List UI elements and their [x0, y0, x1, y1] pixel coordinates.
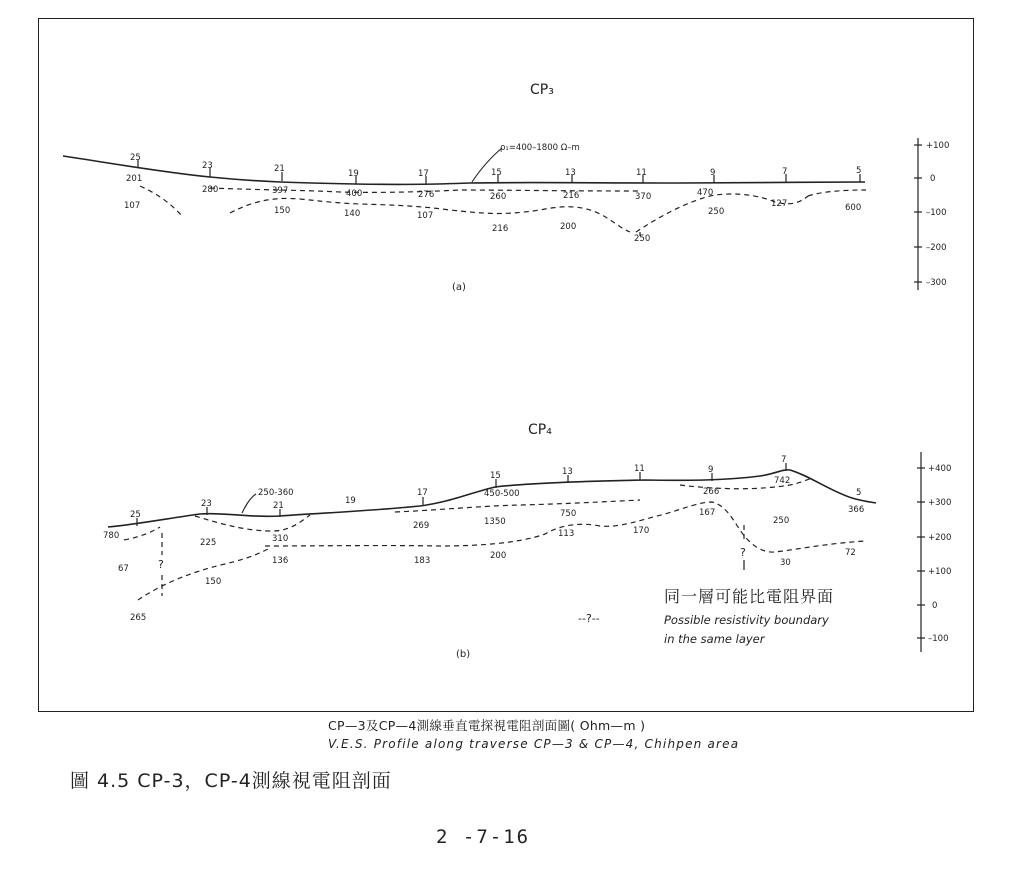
- panel-b-boundary-1: [195, 515, 310, 531]
- panel-a-lower-value: 216: [492, 224, 509, 234]
- panel-a-upper-value: 201: [126, 174, 143, 184]
- panel-a-surface-line: [63, 156, 865, 184]
- panel-b-station-label: 7: [781, 455, 787, 465]
- panel-b-boundary-2: [395, 500, 640, 512]
- panel-a-station-label: 9: [710, 168, 716, 178]
- panel-a-lower-value: 250: [708, 207, 725, 217]
- panel-b-boundary-6: [124, 527, 160, 540]
- panel-a-lower-value: 107: [124, 201, 141, 211]
- panel-b-value: 170: [633, 526, 650, 536]
- panel-b-value: 30: [780, 558, 791, 568]
- panel-a-station-label: 11: [636, 168, 647, 178]
- figure-caption-english: V.E.S. Profile along traverse CP—3 & CP—4, Chihpen area: [328, 737, 740, 751]
- panel-a-sublabel: (a): [452, 282, 466, 293]
- panel-b-value: 265: [130, 613, 147, 623]
- panel-a-rho-annotation: ρ₁=400–1800 Ω–m: [500, 143, 580, 153]
- legend-symbol: --?--: [578, 612, 600, 625]
- panel-a-lower-value: 250: [634, 234, 651, 244]
- panel-b-annotation-leader: [242, 494, 256, 513]
- panel-b-station-label: 15: [490, 471, 501, 481]
- panel-b-value: 780: [103, 531, 120, 541]
- panel-b-station-label: 23: [201, 499, 212, 509]
- panel-b-value: 750: [560, 509, 577, 519]
- panel-a-station-label: 21: [274, 164, 285, 174]
- panel-b-question-mark: ?: [158, 558, 164, 571]
- panel-b-value: 742: [774, 476, 791, 486]
- panel-a-upper-value: 280: [202, 185, 219, 195]
- panel-b-value: 183: [414, 556, 431, 566]
- panel-a-lower-value: 200: [560, 222, 577, 232]
- panel-b-value: 366: [848, 505, 865, 515]
- panel-a-upper-value: 370: [635, 192, 652, 202]
- panel-b-station-label: 13: [562, 467, 573, 477]
- panel-a-station-label: 23: [202, 161, 213, 171]
- panel-a-lower-value: 107: [417, 211, 434, 221]
- panel-b-scale-label: +100: [928, 567, 952, 577]
- panel-b-scale-label: +400: [928, 464, 952, 474]
- panel-a-lower-value: 600: [845, 203, 862, 213]
- figure-caption-chinese: CP—3及CP—4測線垂直電探視電阻剖面圖( Ohm—m ): [328, 718, 646, 733]
- panel-b-value: 72: [845, 548, 856, 558]
- panel-b-station-label: 11: [634, 464, 645, 474]
- panel-a-lower-value: 140: [344, 209, 361, 219]
- legend-chinese: 同一層可能比電阻界面: [664, 587, 835, 606]
- figure-label: 圖 4.5 CP-3，CP-4測線視電阻剖面: [70, 770, 392, 792]
- panel-a-station-label: 15: [491, 168, 502, 178]
- panel-a-scale-label: –300: [926, 278, 947, 288]
- panel-b-scale-label: +300: [928, 498, 952, 508]
- panel-b-value: 250-360: [258, 488, 294, 498]
- panel-b-value: 167: [699, 508, 716, 518]
- legend-english-line1: Possible resistivity boundary: [664, 613, 829, 627]
- panel-b-station-label: 17: [417, 488, 428, 498]
- panel-a-scale-label: –100: [926, 208, 947, 218]
- panel-b-value: 136: [272, 556, 289, 566]
- panel-b-elevation-scale: [917, 452, 925, 652]
- panel-b-value: 150: [205, 577, 222, 587]
- panel-b-question-mark: ?: [740, 546, 746, 559]
- panel-a-station-label: 19: [348, 169, 359, 179]
- page-number: 2 -7-16: [436, 826, 531, 848]
- panel-b-value: 113: [558, 529, 575, 539]
- panel-a-title: CP₃: [530, 82, 554, 98]
- panel-b-scale-label: 0: [932, 601, 938, 611]
- panel-a-upper-value: 470: [697, 188, 714, 198]
- panel-a-upper-value: 216: [563, 191, 580, 201]
- panel-b-scale-label: +200: [928, 533, 952, 543]
- panel-a-boundary-1: [140, 186, 182, 216]
- panel-a-station-label: 17: [418, 169, 429, 179]
- panel-a-elevation-scale: [914, 138, 922, 290]
- panel-a-station-label: 25: [130, 153, 141, 163]
- panel-a-station-label: 7: [782, 167, 788, 177]
- panel-b-value: 310: [272, 534, 289, 544]
- panel-a-scale-label: +100: [926, 141, 950, 151]
- panel-b-value: 200: [490, 551, 507, 561]
- panel-b-scale-label: –100: [928, 634, 949, 644]
- panel-b-value: 1350: [484, 517, 506, 527]
- panel-b-title: CP₄: [528, 422, 552, 438]
- panel-b-station-ticks: [137, 463, 786, 526]
- panel-b-sublabel: (b): [456, 649, 471, 660]
- panel-b-station-label: 19: [345, 496, 356, 506]
- panel-a-upper-value: 400: [346, 189, 363, 199]
- panel-a-scale-label: 0: [930, 174, 936, 184]
- panel-a-boundary-5: [808, 190, 866, 196]
- panel-a-upper-value: 397: [272, 186, 289, 196]
- panel-a-scale-label: –200: [926, 243, 947, 253]
- panel-a-upper-value: 276: [418, 190, 435, 200]
- legend: [578, 587, 834, 646]
- panel-a-station-label: 13: [565, 168, 576, 178]
- panel-b-station-label: 9: [708, 465, 714, 475]
- panel-b-value: 269: [413, 521, 430, 531]
- panel-a-station-label: 5: [856, 166, 862, 176]
- legend-english-line2: in the same layer: [664, 632, 765, 646]
- panel-a-lower-value: 127: [771, 199, 788, 209]
- panel-b-value: 266: [703, 487, 720, 497]
- panel-b-station-label: 5: [856, 488, 862, 498]
- panel-a-lower-value: 150: [274, 206, 291, 216]
- panel-b-value: 225: [200, 538, 217, 548]
- panel-b-station-label: 25: [130, 510, 141, 520]
- panel-b-value: 250: [773, 516, 790, 526]
- panel-b-boundary-4: [138, 548, 270, 600]
- panel-a-upper-value: 260: [490, 192, 507, 202]
- panel-b-value: 450-500: [484, 489, 520, 499]
- panel-b-value: 67: [118, 564, 129, 574]
- panel-b-station-label: 21: [273, 501, 284, 511]
